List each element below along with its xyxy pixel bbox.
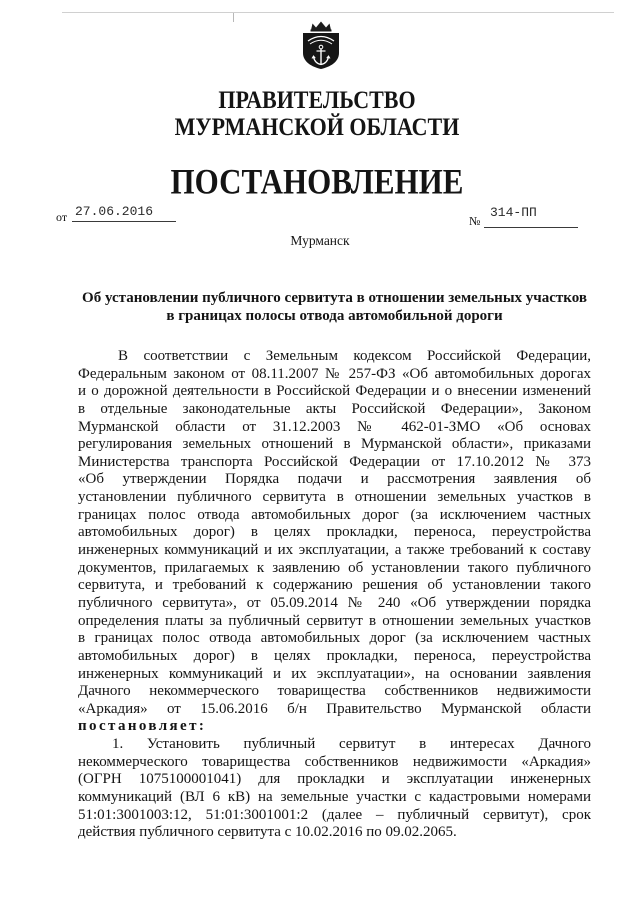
title-line: Об установлении публичного сервитута в отношении земельных участков xyxy=(82,290,587,306)
document-type: ПОСТАНОВЛЕНИЕ xyxy=(170,161,464,202)
preamble-line: и о дорожной деятельности в Российской Федерации и о внесении изменений xyxy=(78,383,591,400)
document-body xyxy=(78,348,591,842)
preamble-line: установлении публичного сервитута в отношении земельных участков в xyxy=(78,489,591,506)
preamble-line: в границах полос отвода автомобильных дорог (за исключением частных xyxy=(78,630,591,647)
preamble-line: «Об утверждении Порядка подачи и рассмотрения заявления об xyxy=(78,471,591,488)
preamble-line: Дачного некоммерческого товарищества собственников недвижимости xyxy=(78,683,591,700)
title-line: в границах полосы отвода автомобильной дороги xyxy=(166,308,503,324)
preamble-line: публичного сервитута», от 05.09.2014 № 240 «Об утверждении порядка xyxy=(78,594,591,611)
preamble-line: автомобильных дорог) в целях прокладки, переноса, переустройства xyxy=(78,524,591,541)
item-1-line: действия публичного сервитута с 10.02.2016 по 09.02.2065. xyxy=(78,824,457,841)
preamble-line: Мурманской области от 31.12.2003 № 462-01-ЗМО «Об основах xyxy=(78,418,591,435)
number-underline xyxy=(484,227,578,228)
number-prefix: № xyxy=(469,214,481,228)
preamble-line: инженерных коммуникаций и их эксплуатации, а также требований к составу xyxy=(78,542,591,559)
preamble-line: регулирования земельных отношений в Мурманской области», приказами xyxy=(78,436,591,453)
document-number: 314-ПП xyxy=(490,205,537,220)
preamble-line: автомобильных дорог) в целях прокладки, переноса, переустройства xyxy=(78,647,591,664)
coat-of-arms-icon xyxy=(298,20,344,70)
preamble-line: документов, прилагаемых к заявлению об установлении такого публичного xyxy=(78,559,591,576)
document-title xyxy=(78,289,591,325)
preamble-line: Министерства транспорта Российской Федерации от 17.10.2012 № 373 xyxy=(78,453,591,470)
preamble-line: определения платы за публичный сервитут в отношении земельных участков xyxy=(78,612,591,629)
preamble-line: сервитута, и требований к содержанию решения об установлении такого xyxy=(78,577,591,594)
organization-name-line2: МУРМАНСКОЙ ОБЛАСТИ xyxy=(174,112,460,141)
resolves-word: постановляет: xyxy=(78,718,207,735)
item-1-line: (ОГРН 1075100001041) для прокладки и эксплуатации инженерных xyxy=(78,771,591,788)
scan-mark xyxy=(233,13,234,22)
preamble-line: границах полос отвода автомобильных дорог (за исключением частных xyxy=(78,506,591,523)
date-prefix: от xyxy=(56,210,68,224)
organization-name-line1: ПРАВИТЕЛЬСТВО xyxy=(218,85,416,114)
date-underline xyxy=(72,221,176,222)
item-1-line: 1. Установить публичный сервитут в интересах Дачного xyxy=(112,736,591,753)
item-1-line: некоммерческого товарищества собственников недвижимости «Аркадия» xyxy=(78,753,591,770)
document-date: 27.06.2016 xyxy=(75,204,154,219)
preamble-line: инженерных коммуникаций и их эксплуатации», на основании заявления xyxy=(78,665,591,682)
city-name: Мурманск xyxy=(290,233,350,248)
scan-edge xyxy=(62,12,614,13)
item-1-line: 51:01:3001003:12, 51:01:3001001:2 (далее – публичный сервитут), срок xyxy=(78,806,591,823)
preamble-line: «Аркадия» от 15.06.2016 б/н Правительство Мурманской области xyxy=(78,700,591,717)
item-1-line: коммуникаций (ВЛ 6 кВ) на земельные участки с кадастровыми номерами xyxy=(78,789,591,806)
preamble-line: в отдельные законодательные акты Российской Федерации», Законом xyxy=(78,400,591,417)
preamble-line: В соответствии с Земельным кодексом Российской Федерации, xyxy=(118,348,591,364)
preamble-line: Федеральным законом от 08.11.2007 № 257-ФЗ «Об автомобильных дорогах xyxy=(78,365,591,382)
